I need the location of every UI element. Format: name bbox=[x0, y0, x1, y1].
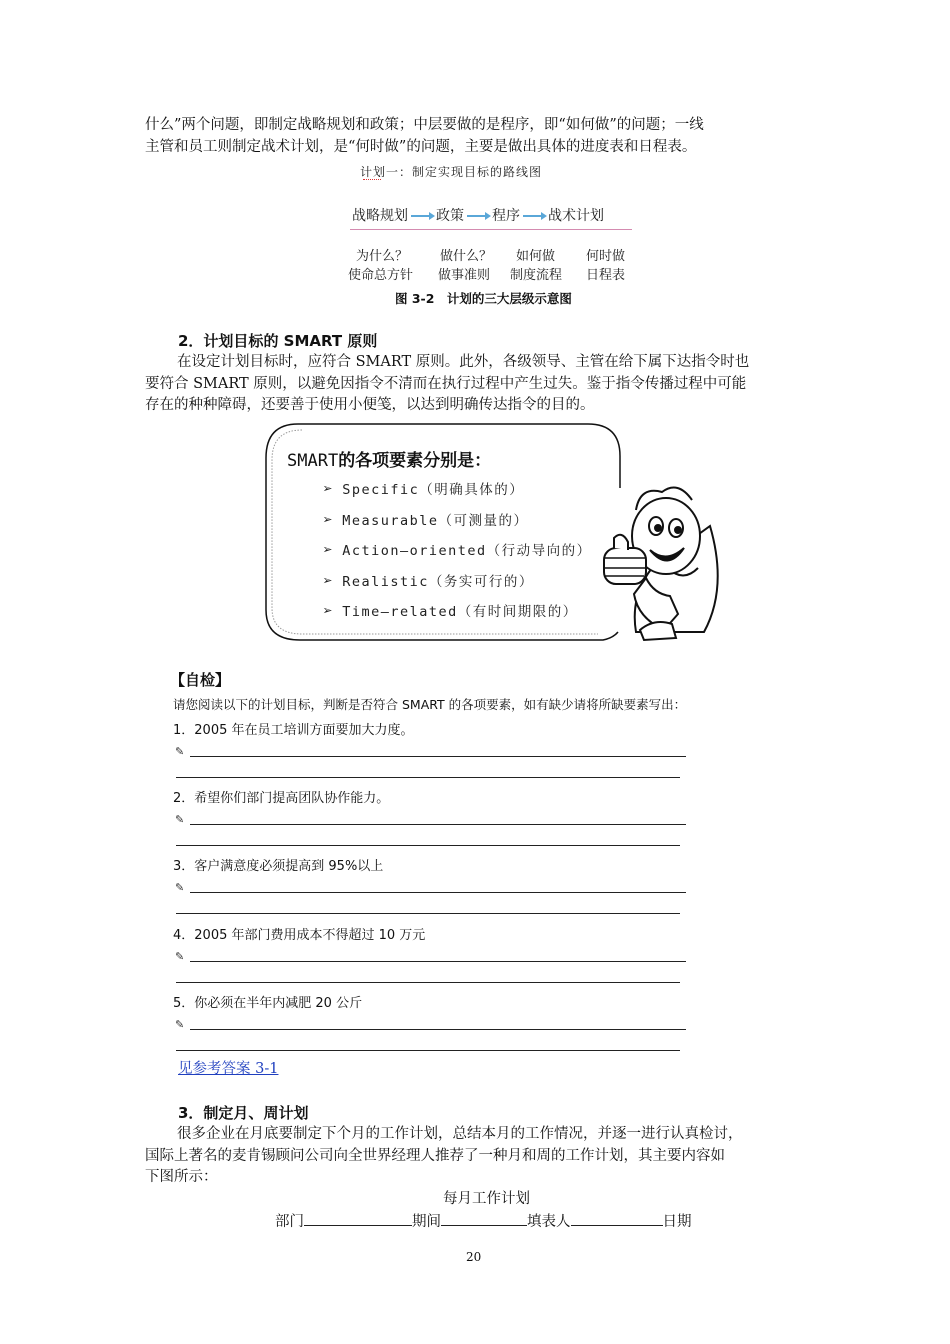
section-3-line-3: 下图所示： bbox=[145, 1169, 218, 1185]
question-4: 4．2005 年部门费用成本不得超过 10 万元 bbox=[173, 928, 426, 943]
department-input[interactable] bbox=[304, 1211, 412, 1226]
page-number: 20 bbox=[466, 1250, 482, 1264]
figure-top-note: 计划一：制定实现目标的路线图 bbox=[360, 165, 543, 179]
output-schedule: 日程表 bbox=[586, 268, 626, 283]
arrow-right-icon bbox=[467, 215, 489, 217]
pen-icon: ✎ bbox=[175, 950, 185, 963]
answer-line-1a[interactable] bbox=[190, 756, 686, 757]
smart-box-title bbox=[287, 446, 491, 471]
field-label-department: 部门 bbox=[275, 1214, 304, 1230]
question-how: 如何做 bbox=[516, 249, 556, 264]
field-label-period: 期间 bbox=[412, 1214, 441, 1230]
spell-underline bbox=[363, 179, 381, 180]
smart-item-realistic: ➢ Realistic（务实可行的） bbox=[323, 571, 534, 590]
triangle-bullet-icon: ➢ bbox=[323, 540, 343, 559]
output-mission: 使命总方针 bbox=[348, 268, 414, 283]
field-label-date: 日期 bbox=[662, 1214, 692, 1230]
cartoon-character-icon bbox=[604, 488, 718, 641]
self-check-instruction: 请您阅读以下的计划目标，判断是否符合 SMART 的各项要素，如有缺少请将所缺要素写出： bbox=[173, 697, 687, 712]
section-3-line-2: 国际上著名的麦肯锡顾问公司向全世界经理人推荐了一种月和周的工作计划，其主要内容如 bbox=[145, 1148, 725, 1164]
question-why: 为什么？ bbox=[356, 249, 409, 264]
section-3-heading: 3．制定月、周计划 bbox=[178, 1104, 309, 1122]
pen-icon: ✎ bbox=[175, 813, 185, 826]
question-3: 3．客户满意度必须提高到 95%以上 bbox=[173, 859, 384, 874]
section-2-heading: 2．计划目标的 SMART 原则 bbox=[178, 332, 378, 350]
flow-divider bbox=[350, 229, 632, 230]
answer-line-4a[interactable] bbox=[190, 961, 686, 962]
planning-flow bbox=[352, 205, 604, 225]
period-input[interactable] bbox=[441, 1211, 527, 1226]
smart-item-measurable: ➢ Measurable（可测量的） bbox=[323, 510, 529, 529]
triangle-bullet-icon: ➢ bbox=[323, 571, 343, 590]
answer-line-3a[interactable] bbox=[190, 892, 686, 893]
triangle-bullet-icon: ➢ bbox=[323, 601, 343, 620]
answer-line-1b[interactable] bbox=[176, 777, 680, 778]
smart-item-time-related: ➢ Time—related（有时间期限的） bbox=[323, 601, 578, 620]
pen-icon: ✎ bbox=[175, 1018, 185, 1031]
preparer-input[interactable] bbox=[571, 1211, 663, 1226]
smart-item-specific: ➢ Specific（明确具体的） bbox=[323, 479, 525, 498]
arrow-right-icon bbox=[523, 215, 545, 217]
flow-step-strategy: 战略规划 bbox=[352, 208, 408, 224]
triangle-bullet-icon: ➢ bbox=[323, 479, 343, 498]
smart-box-title-suffix: 的各项要素分别是： bbox=[338, 451, 492, 471]
answer-line-5b[interactable] bbox=[176, 1050, 680, 1051]
section-2-line-3: 存在的种种障碍，还要善于使用小便笺，以达到明确传达指令的目的。 bbox=[145, 397, 595, 413]
flow-step-tactical: 战术计划 bbox=[548, 208, 604, 224]
answer-line-5a[interactable] bbox=[190, 1029, 686, 1030]
answer-line-3b[interactable] bbox=[176, 913, 680, 914]
intro-line-2: 主管和员工则制定战术计划，是“何时做”的问题，主要是做出具体的进度表和日程表。 bbox=[145, 139, 697, 155]
self-check-title: 【自检】 bbox=[170, 671, 231, 689]
pen-icon: ✎ bbox=[175, 745, 185, 758]
smart-item-action-oriented: ➢ Action—oriented（行动导向的） bbox=[323, 540, 592, 559]
flow-step-procedure: 程序 bbox=[492, 208, 520, 224]
question-5: 5．你必须在半年内减肥 20 公斤 bbox=[173, 996, 363, 1011]
answer-line-2a[interactable] bbox=[190, 824, 686, 825]
field-label-preparer: 填表人 bbox=[527, 1214, 571, 1230]
intro-line-1: 什么”两个问题，即制定战略规划和政策；中层要做的是程序，即“如何做”的问题；一线 bbox=[145, 117, 704, 133]
section-2-line-1: 在设定计划目标时，应符合 SMART 原则。此外，各级领导、主管在给下属下达指令时也 bbox=[177, 354, 750, 370]
section-3-line-1: 很多企业在月底要制定下个月的工作计划，总结本月的工作情况，并逐一进行认真检讨， bbox=[177, 1126, 743, 1142]
answer-reference-link[interactable]: 见参考答案 3-1 bbox=[178, 1061, 279, 1077]
output-procedures: 制度流程 bbox=[510, 268, 563, 283]
flow-step-policy: 政策 bbox=[436, 208, 464, 224]
answer-line-2b[interactable] bbox=[176, 845, 680, 846]
monthly-plan-fields bbox=[275, 1211, 692, 1234]
arrow-right-icon bbox=[411, 215, 433, 217]
section-2-line-2: 要符合 SMART 原则，以避免因指令不清而在执行过程中产生过失。鉴于指令传播过程中可能 bbox=[145, 376, 747, 392]
smart-box-title-prefix: SMART bbox=[287, 451, 339, 471]
pen-icon: ✎ bbox=[175, 881, 185, 894]
answer-line-4b[interactable] bbox=[176, 982, 680, 983]
question-what: 做什么？ bbox=[440, 249, 493, 264]
figure-caption: 图 3-2 计划的三大层级示意图 bbox=[395, 291, 572, 306]
question-1: 1．2005 年在员工培训方面要加大力度。 bbox=[173, 723, 414, 738]
output-guidelines: 做事准则 bbox=[438, 268, 491, 283]
monthly-plan-title: 每月工作计划 bbox=[443, 1191, 530, 1207]
question-2: 2．希望你们部门提高团队协作能力。 bbox=[173, 791, 390, 806]
triangle-bullet-icon: ➢ bbox=[323, 510, 343, 529]
question-when: 何时做 bbox=[586, 249, 626, 264]
